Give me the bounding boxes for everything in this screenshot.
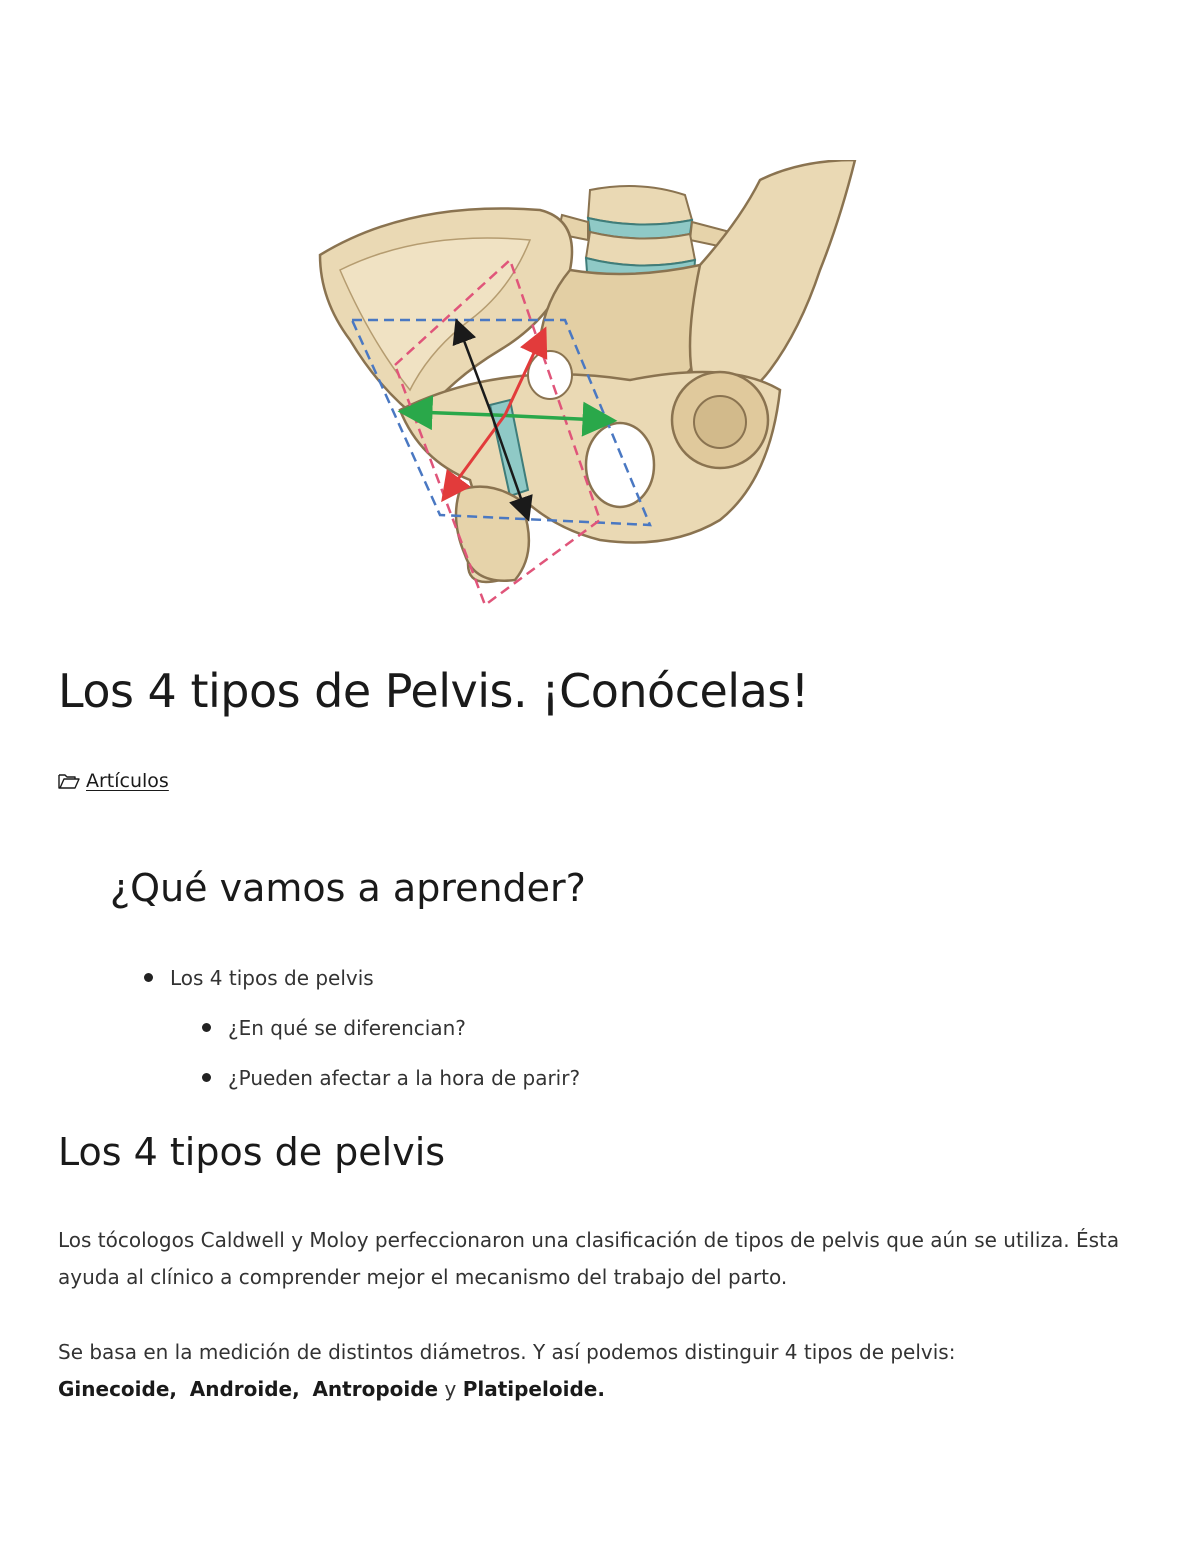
list-item: ¿Pueden afectar a la hora de parir? bbox=[198, 1062, 580, 1112]
pelvis-types bbox=[58, 1377, 605, 1401]
learn-list bbox=[140, 962, 580, 1112]
folder-open-icon bbox=[58, 772, 80, 790]
list-item: ¿En qué se diferencian? bbox=[198, 1012, 580, 1062]
intro-paragraph: Los tócologos Caldwell y Moloy perfeccionaron una clasificación de tipos de pelvis que aún se utiliza. Ésta ayuda al clínico a comprender mejor el mecanismo del trabajo del parto. bbox=[58, 1228, 1120, 1289]
types-intro: Se basa en la medición de distintos diámetros. Y así podemos distinguir 4 tipos de pelvis: bbox=[58, 1340, 956, 1364]
type-ginecoide: Ginecoide, bbox=[58, 1377, 178, 1401]
type-androide: Androide, bbox=[189, 1377, 300, 1401]
obturator-foramen bbox=[586, 423, 654, 507]
pelvis-diagram bbox=[300, 160, 860, 610]
category-link[interactable]: Artículos bbox=[86, 770, 169, 792]
page-title: Los 4 tipos de Pelvis. ¡Conócelas! bbox=[58, 664, 809, 718]
category-meta bbox=[58, 770, 169, 792]
list-item: Los 4 tipos de pelvis bbox=[140, 962, 580, 1012]
section-heading: Los 4 tipos de pelvis bbox=[58, 1130, 446, 1174]
types-paragraph bbox=[58, 1334, 1138, 1408]
conjunction: y bbox=[444, 1377, 457, 1401]
right-ilium bbox=[690, 160, 855, 402]
learn-heading: ¿Qué vamos a aprender? bbox=[110, 866, 586, 910]
type-antropoide: Antropoide bbox=[312, 1377, 439, 1401]
pelvis-illustration bbox=[300, 160, 860, 610]
type-platipeloide: Platipeloide. bbox=[462, 1377, 605, 1401]
